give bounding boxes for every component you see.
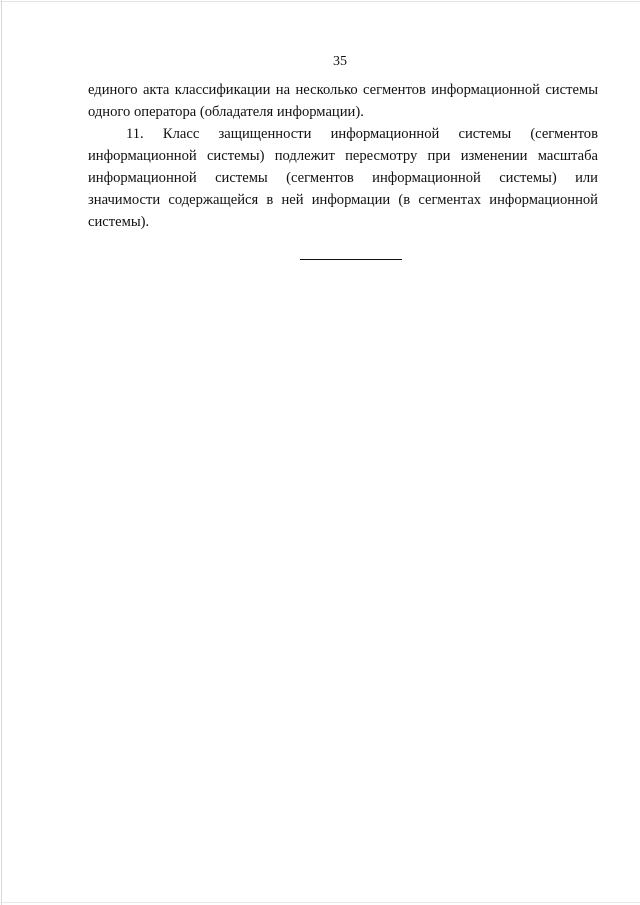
paragraph-item-11: 11. Класс защищенности информационной системы (сегментов информационной системы) подлежит пересмотру при изменении масштаба информационной системы (сегментов информационной системы) или значимости содержащейся в ней информации (в сегментах информационной системы). — [88, 126, 598, 230]
scan-edge-left — [1, 0, 2, 905]
document-body — [88, 79, 598, 233]
scan-edge-bottom — [0, 902, 640, 903]
paragraph-continuation: единого акта классификации на несколько сегментов информационной системы одного оператора (обладателя информации). — [88, 82, 598, 120]
end-of-document-rule — [300, 259, 402, 260]
page-number: 35 — [333, 54, 347, 69]
scan-edge-top — [0, 1, 640, 2]
